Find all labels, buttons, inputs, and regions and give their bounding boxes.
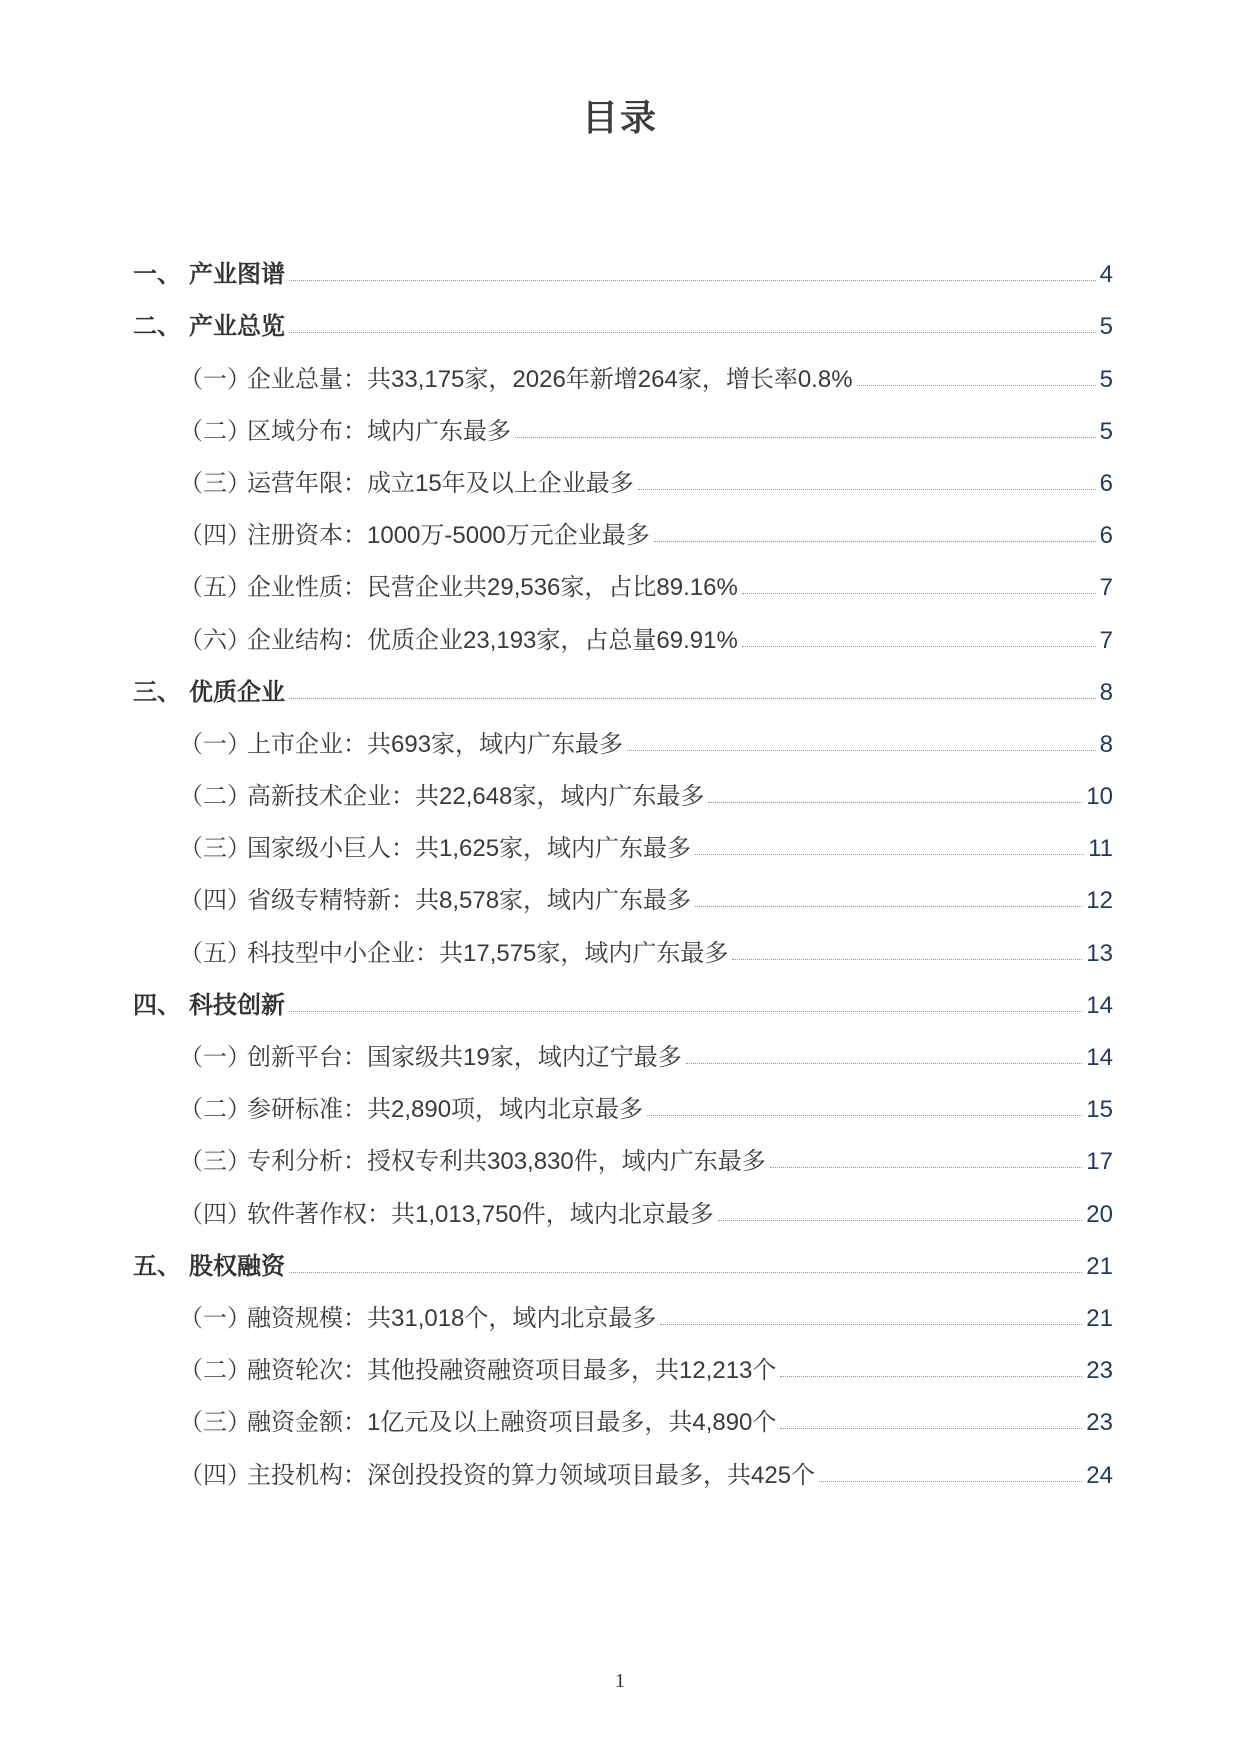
toc-entry-number: （三） xyxy=(179,469,251,497)
page-number: 1 xyxy=(615,1670,625,1692)
toc-page-link[interactable]: 5 xyxy=(1099,313,1113,341)
toc-entry-title: 主投机构：深创投投资的算力领域项目最多，共425个 xyxy=(247,1461,816,1489)
toc-entry-title: 注册资本：1000万-5000万元企业最多 xyxy=(247,522,650,550)
toc-entry-number: 五、 xyxy=(133,1252,181,1280)
toc-dot-leader xyxy=(857,385,1096,386)
toc-dot-leader xyxy=(627,750,1096,751)
toc-chapter-row[interactable] xyxy=(133,1238,1113,1290)
toc-entry-number: 四、 xyxy=(133,991,181,1019)
toc-dot-leader xyxy=(718,1220,1083,1221)
table-of-contents xyxy=(133,246,1113,1499)
toc-dot-leader xyxy=(654,541,1096,542)
toc-entry-text xyxy=(179,730,623,760)
toc-section-row[interactable] xyxy=(133,1081,1113,1133)
toc-entry-number: （三） xyxy=(179,1148,251,1176)
toc-entry-text xyxy=(133,1252,285,1282)
toc-page-link[interactable]: 20 xyxy=(1086,1200,1113,1228)
toc-page-link[interactable]: 8 xyxy=(1099,730,1113,758)
toc-entry-text xyxy=(179,573,738,603)
toc-section-row[interactable] xyxy=(133,768,1113,820)
toc-section-row[interactable] xyxy=(133,403,1113,455)
toc-section-row[interactable] xyxy=(133,455,1113,507)
toc-entry-number: （二） xyxy=(179,783,251,811)
toc-entry-number: （二） xyxy=(179,1357,251,1385)
toc-entry-text xyxy=(179,1043,682,1073)
toc-dot-leader xyxy=(732,959,1082,960)
toc-section-row[interactable] xyxy=(133,1133,1113,1185)
toc-dot-leader xyxy=(819,1481,1082,1482)
toc-entry-title: 科技型中小企业：共17,575家，域内广东最多 xyxy=(247,939,729,967)
toc-entry-title: 企业结构：优质企业23,193家，占总量69.91% xyxy=(247,626,738,654)
toc-entry-text xyxy=(179,886,691,916)
toc-entry-title: 区域分布：域内广东最多 xyxy=(247,417,511,445)
toc-dot-leader xyxy=(686,1063,1083,1064)
toc-dot-leader xyxy=(770,1167,1083,1168)
toc-dot-leader xyxy=(638,489,1096,490)
toc-section-row[interactable] xyxy=(133,611,1113,663)
toc-page-link[interactable]: 5 xyxy=(1099,365,1113,393)
toc-entry-text xyxy=(179,469,634,499)
toc-chapter-row[interactable] xyxy=(133,246,1113,298)
toc-page-link[interactable]: 5 xyxy=(1099,417,1113,445)
toc-page-link[interactable]: 8 xyxy=(1099,678,1113,706)
toc-entry-text xyxy=(179,417,511,447)
toc-page-link[interactable]: 17 xyxy=(1086,1148,1113,1176)
toc-dot-leader xyxy=(647,1115,1082,1116)
toc-entry-text xyxy=(133,678,285,708)
toc-dot-leader xyxy=(708,802,1082,803)
toc-section-row[interactable] xyxy=(133,350,1113,402)
toc-page-link[interactable]: 24 xyxy=(1086,1461,1113,1489)
toc-page-link[interactable]: 11 xyxy=(1088,835,1113,863)
toc-entry-text xyxy=(179,1461,815,1491)
toc-entry-number: （一） xyxy=(179,1304,251,1332)
toc-entry-text xyxy=(179,834,691,864)
toc-section-row[interactable] xyxy=(133,1342,1113,1394)
toc-dot-leader xyxy=(289,332,1096,333)
toc-entry-text xyxy=(133,312,285,342)
toc-dot-leader xyxy=(780,1428,1082,1429)
toc-dot-leader xyxy=(695,854,1084,855)
toc-entry-number: 一、 xyxy=(133,261,181,289)
toc-page-link[interactable]: 15 xyxy=(1086,1096,1113,1124)
toc-entry-title: 国家级小巨人：共1,625家，域内广东最多 xyxy=(247,835,692,863)
toc-entry-text xyxy=(179,1200,714,1230)
toc-section-row[interactable] xyxy=(133,924,1113,976)
toc-page-link[interactable]: 21 xyxy=(1086,1252,1113,1280)
toc-section-row[interactable] xyxy=(133,1394,1113,1446)
toc-entry-text xyxy=(179,1304,656,1334)
toc-page-link[interactable]: 7 xyxy=(1099,574,1113,602)
toc-chapter-row[interactable] xyxy=(133,298,1113,350)
toc-entry-title: 专利分析：授权专利共303,830件，域内广东最多 xyxy=(247,1148,766,1176)
toc-entry-number: （一） xyxy=(179,365,251,393)
toc-entry-text xyxy=(179,626,738,656)
toc-entry-text xyxy=(179,782,704,812)
toc-entry-number: （三） xyxy=(179,1409,251,1437)
toc-dot-leader xyxy=(780,1376,1082,1377)
toc-entry-title: 高新技术企业：共22,648家，域内广东最多 xyxy=(247,783,705,811)
toc-entry-number: （二） xyxy=(179,1096,251,1124)
toc-entry-number: （四） xyxy=(179,887,251,915)
toc-entry-title: 创新平台：国家级共19家，域内辽宁最多 xyxy=(247,1044,682,1071)
toc-page-link[interactable]: 23 xyxy=(1086,1409,1113,1437)
toc-chapter-row[interactable] xyxy=(133,664,1113,716)
toc-section-row[interactable] xyxy=(133,559,1113,611)
toc-section-row[interactable] xyxy=(133,1185,1113,1237)
toc-page-link[interactable]: 6 xyxy=(1099,522,1113,550)
toc-entry-number: （四） xyxy=(179,1461,251,1489)
toc-entry-text xyxy=(179,1147,766,1177)
toc-entry-number: （六） xyxy=(179,626,251,654)
toc-entry-title: 上市企业：共693家，域内广东最多 xyxy=(247,730,624,758)
toc-entry-text xyxy=(179,939,728,969)
toc-entry-text xyxy=(179,521,650,551)
toc-page-link[interactable]: 14 xyxy=(1086,1044,1113,1071)
toc-entry-number: （一） xyxy=(179,1044,251,1071)
toc-dot-leader xyxy=(289,1272,1082,1273)
toc-entry-title: 产业总览 xyxy=(189,313,285,341)
toc-entry-number: （三） xyxy=(179,835,251,863)
toc-entry-title: 产业图谱 xyxy=(189,261,285,289)
toc-dot-leader xyxy=(289,698,1096,699)
toc-page-link[interactable]: 6 xyxy=(1099,469,1113,497)
toc-entry-text xyxy=(133,991,285,1021)
toc-entry-text xyxy=(179,1356,776,1386)
toc-section-row[interactable] xyxy=(133,1290,1113,1342)
toc-page-link[interactable]: 12 xyxy=(1086,887,1113,915)
toc-entry-text xyxy=(133,260,285,290)
toc-entry-number: （一） xyxy=(179,730,251,758)
toc-section-row[interactable] xyxy=(133,820,1113,872)
toc-section-row[interactable] xyxy=(133,716,1113,768)
toc-entry-number: （四） xyxy=(179,1200,251,1228)
toc-entry-number: 三、 xyxy=(133,678,181,706)
toc-section-row[interactable] xyxy=(133,1446,1113,1498)
toc-dot-leader xyxy=(289,280,1096,281)
toc-entry-number: （五） xyxy=(179,574,251,602)
toc-entry-title: 企业性质：民营企业共29,536家，占比89.16% xyxy=(247,574,738,602)
toc-dot-leader xyxy=(742,593,1096,594)
toc-entry-text xyxy=(179,1095,643,1125)
toc-page-link[interactable]: 4 xyxy=(1099,261,1113,289)
toc-entry-text xyxy=(179,365,853,395)
toc-page-link[interactable]: 14 xyxy=(1086,991,1113,1019)
toc-entry-number: （二） xyxy=(179,417,251,445)
toc-entry-title: 股权融资 xyxy=(189,1252,285,1280)
toc-entry-number: 二、 xyxy=(133,313,181,341)
toc-entry-title: 参研标准：共2,890项，域内北京最多 xyxy=(247,1096,644,1124)
toc-dot-leader xyxy=(695,906,1082,907)
toc-page-link[interactable]: 7 xyxy=(1099,626,1113,654)
toc-entry-title: 省级专精特新：共8,578家，域内广东最多 xyxy=(247,887,692,915)
toc-dot-leader xyxy=(515,437,1096,438)
page-title: 目录 xyxy=(581,97,658,138)
toc-page-link[interactable]: 21 xyxy=(1086,1304,1113,1332)
toc-entry-title: 软件著作权：共1,013,750件，域内北京最多 xyxy=(247,1200,714,1228)
toc-page-link[interactable]: 23 xyxy=(1086,1357,1113,1385)
toc-dot-leader xyxy=(742,646,1096,647)
toc-dot-leader xyxy=(660,1324,1082,1325)
toc-chapter-row[interactable] xyxy=(133,977,1113,1029)
toc-page-link[interactable]: 13 xyxy=(1086,939,1113,967)
toc-entry-title: 融资规模：共31,018个，域内北京最多 xyxy=(247,1304,657,1332)
toc-section-row[interactable] xyxy=(133,872,1113,924)
toc-entry-title: 融资轮次：其他投融资融资项目最多，共12,213个 xyxy=(247,1357,777,1385)
toc-page-link[interactable]: 10 xyxy=(1086,783,1113,811)
toc-section-row[interactable] xyxy=(133,507,1113,559)
toc-entry-text xyxy=(179,1408,776,1438)
toc-entry-title: 科技创新 xyxy=(189,991,285,1019)
toc-entry-title: 运营年限：成立15年及以上企业最多 xyxy=(247,469,634,497)
toc-section-row[interactable] xyxy=(133,1029,1113,1081)
toc-dot-leader xyxy=(289,1011,1082,1012)
toc-entry-number: （四） xyxy=(179,522,251,550)
toc-entry-title: 企业总量：共33,175家，2026年新增264家，增长率0.8% xyxy=(247,365,853,393)
toc-entry-title: 融资金额：1亿元及以上融资项目最多，共4,890个 xyxy=(247,1409,777,1437)
toc-entry-number: （五） xyxy=(179,939,251,967)
toc-entry-title: 优质企业 xyxy=(189,678,285,706)
